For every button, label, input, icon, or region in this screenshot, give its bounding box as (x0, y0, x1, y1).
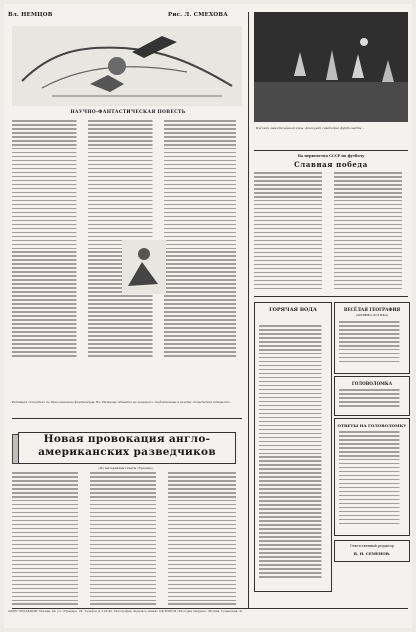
column-separator (248, 12, 249, 608)
story-subtitle: НАУЧНО-ФАНТАСТИЧЕСКАЯ ПОВЕСТЬ (70, 110, 186, 115)
newspaper-page (4, 4, 412, 628)
illustrator-name: Рис. Л. СМЕХОВА (168, 12, 228, 18)
article-column-1 (12, 472, 84, 612)
football-photo (254, 12, 408, 122)
article-column-3 (168, 472, 242, 612)
sport-headline: Славная победа (294, 160, 368, 169)
story-column-3 (164, 120, 242, 400)
article-frame-note: (По материалам газеты «Уралец») (98, 466, 154, 470)
editor-name: В. Н. СЕМЕНОВ. (353, 551, 391, 556)
article-column-2 (90, 472, 162, 612)
story-note: Редакция «Сегодня» по Приглашению фантазёров, Вл. Немцова «Рэкеты на гейзерах» опубликована в газете «Советский патриот». (12, 400, 231, 404)
sport-column-2 (334, 172, 408, 292)
article-headline: Новая провокация англо-американских разведчиков (18, 432, 236, 464)
puzzle-text (339, 389, 405, 411)
funny-geography-text (339, 321, 405, 369)
answers-title: ОТВЕТЫ НА ГОЛОВОЛОМКУ (337, 423, 407, 428)
page-footer: АДРЕС РЕДАКЦИИ: Москва, 40, ул. «Правды», 24. Телефон Д 3-20-40. Типография «Красное знамя» ЦК ВЛКСМ «Молодая гвардия», Москва, Сущевская, 21. (8, 609, 244, 613)
divider (12, 418, 242, 419)
editor-label: Ответственный редактор (350, 544, 394, 548)
divider (254, 150, 408, 151)
story-small-illustration (122, 240, 166, 294)
puzzle-box (334, 376, 410, 416)
funny-geography-title: ВЕСЁЛАЯ ГЕОГРАФИЯ (343, 307, 401, 312)
photo-caption: Кусочек ожесточённой игры. Атакуют советские футболисты... (256, 126, 365, 130)
hot-water-text (259, 325, 327, 585)
funny-geography-box (334, 302, 410, 374)
answers-text (339, 431, 405, 531)
puzzle-title: ГОЛОВОЛОМКА (351, 381, 393, 386)
answers-box (334, 418, 410, 536)
sport-column-1 (254, 172, 328, 292)
divider (254, 296, 408, 297)
story-column-1 (12, 120, 82, 400)
author-name: Вл. НЕМЦОВ (8, 12, 53, 18)
hot-water-title: ГОРЯЧАЯ ВОДА (269, 307, 317, 313)
hot-water-box (254, 302, 332, 592)
funny-geography-subtitle: (АРИФМО-ЛОГИКА) (355, 313, 389, 317)
sport-label: На первенство СССР по футболу (297, 154, 365, 158)
editor-box (334, 540, 410, 562)
story-illustration (12, 26, 242, 106)
